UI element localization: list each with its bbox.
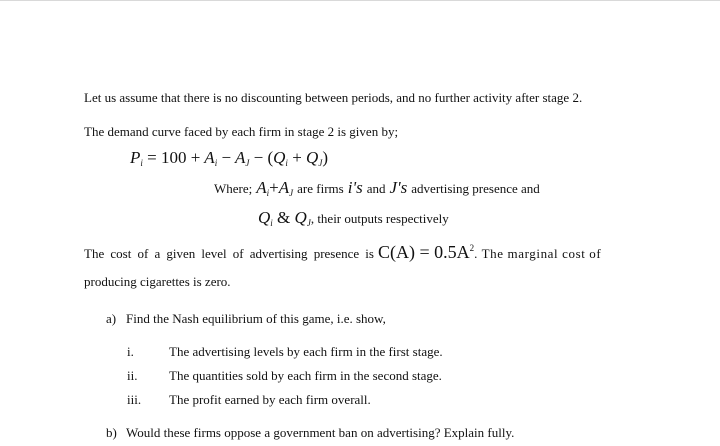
cost-word: cost — [110, 246, 132, 261]
cost-word: of — [137, 246, 149, 261]
cost-word: presence — [313, 246, 360, 261]
question-a-text: Find the Nash equilibrium of this game, i.e. show, — [126, 311, 386, 326]
cost-word: a — [154, 246, 161, 261]
where-line: Where; $A_i+A_J$ are firms i's and J's advertising presence and — [214, 178, 540, 198]
demand-equation: $P_i = 100 + A_i - A_J - (Q_i + Q_J)$ — [130, 148, 328, 168]
sub-item-text-i: The advertising levels by each firm in the first stage. — [169, 344, 443, 359]
cost-function: $C(A) = 0.5A^2$ — [378, 242, 475, 262]
sub-item-text-ii: The quantities sold by each firm in the second stage. — [169, 368, 442, 383]
cost-paragraph-line1: The cost of a given level of advertising presence is $C(A) = 0.5A^2$. The marginal cost of — [84, 242, 602, 262]
demand-intro-paragraph: The demand curve faced by each firm in stage 2 is given by; — [84, 124, 399, 139]
cost-word: The — [84, 246, 105, 261]
cost-word: of — [232, 246, 244, 261]
question-b-text: Would these firms oppose a government ban on advertising? Explain fully. — [126, 425, 515, 440]
question-a-label: a) — [106, 311, 117, 326]
where-terms: $A_i+A_J$ — [256, 178, 294, 198]
assumption-paragraph: Let us assume that there is no discounting between periods, and no further activity after stage 2. — [84, 90, 583, 105]
cost-word: advertising — [249, 246, 308, 261]
page-top-border — [0, 0, 720, 1]
question-b-label: b) — [106, 425, 117, 440]
cost-paragraph-line2: producing cigarettes is zero. — [84, 274, 231, 289]
cost-word: level — [201, 246, 227, 261]
sub-item-label-ii: ii. — [127, 368, 138, 383]
sub-item-label-i: i. — [127, 344, 134, 359]
cost-word: given — [166, 246, 196, 261]
outputs-line: $Q_i$ & $Q_J$, their outputs respectively — [258, 208, 449, 228]
outputs-terms: $Q_i$ & $Q_J$ — [258, 208, 311, 228]
sub-item-label-iii: iii. — [127, 392, 142, 407]
cost-words — [84, 246, 374, 262]
sub-item-text-iii: The profit earned by each firm overall. — [169, 392, 371, 407]
cost-word: is — [365, 246, 374, 261]
